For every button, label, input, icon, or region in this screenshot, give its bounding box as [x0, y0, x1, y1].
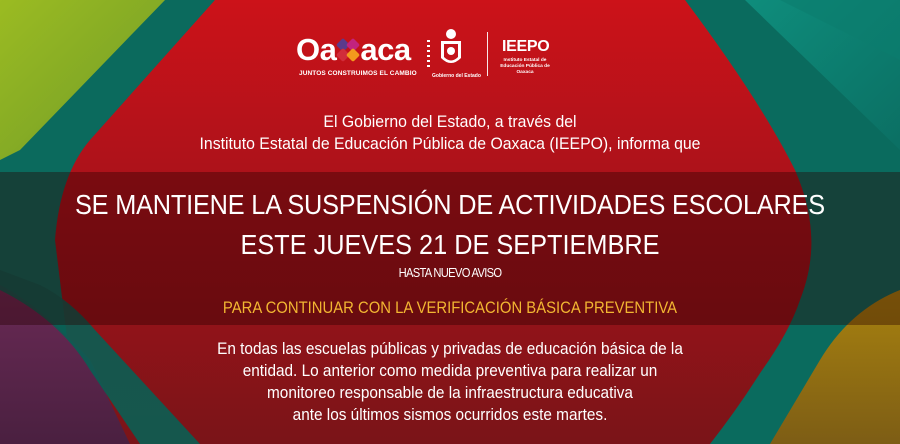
oaxaca-logo — [296, 34, 411, 65]
logo-row — [0, 28, 900, 84]
body-line-1: En todas las escuelas públicas y privadas de educación básica de la — [217, 340, 683, 358]
logo-divider — [487, 32, 488, 76]
oaxaca-x-icon — [337, 39, 359, 61]
body-line-3: monitoreo responsable de la infraestructura educativa — [267, 384, 633, 402]
headline-line-2: ESTE JUEVES 21 DE SEPTIEMBRE — [240, 229, 660, 260]
intro-line-1: El Gobierno del Estado, a través del — [323, 112, 577, 131]
state-coat-of-arms-icon — [438, 28, 464, 70]
oaxaca-logo-left: Oa — [296, 32, 337, 67]
ieepo-subtitle: Instituto Estatal de Educación Pública de Oaxaca — [500, 58, 550, 75]
headline-note: HASTA NUEVO AVISO — [398, 265, 502, 280]
intro-line-2: Instituto Estatal de Educación Pública de Oaxaca (IEEPO), informa que — [199, 134, 701, 153]
gobierno-label: Gobierno del Estado — [432, 73, 481, 79]
body-line-2: entidad. Lo anterior como medida preventiva para realizar un — [242, 362, 658, 380]
dotted-separator — [427, 40, 430, 68]
oaxaca-slogan: JUNTOS CONSTRUIMOS EL CAMBIO — [299, 70, 417, 77]
ieepo-logo: IEEPO — [502, 38, 550, 55]
body-line-4: ante los últimos sismos ocurridos este martes. — [292, 406, 608, 424]
oaxaca-logo-right: aca — [360, 32, 411, 67]
purpose-text: PARA CONTINUAR CON LA VERIFICACIÓN BÁSICA PREVENTIVA — [222, 299, 678, 317]
headline-line-1: SE MANTIENE LA SUSPENSIÓN DE ACTIVIDADES ESCOLARES — [74, 189, 826, 220]
